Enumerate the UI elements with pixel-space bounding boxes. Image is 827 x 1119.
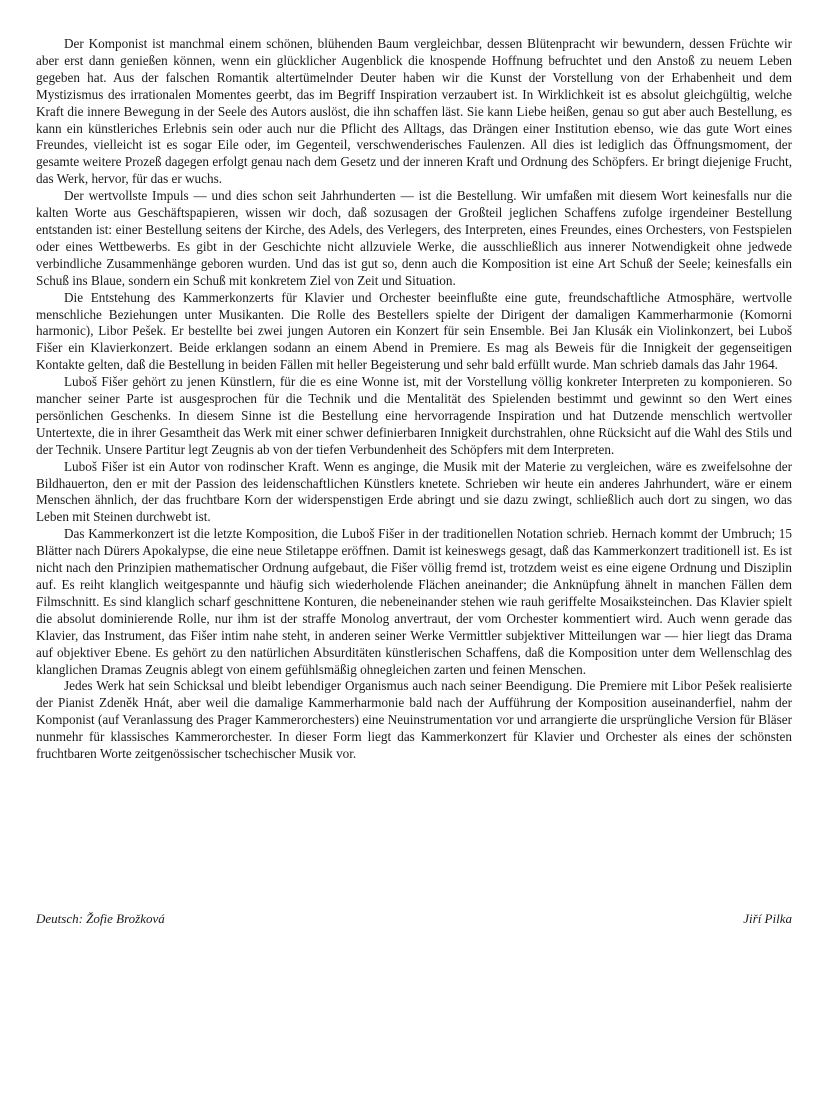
author-signature: Jiří Pilka (743, 911, 792, 926)
paragraph: Jedes Werk hat sein Schicksal und bleibt lebendiger Organismus auch nach seiner Beendigung. Die Premiere mit Libor Pešek realisierte der Pianist Zdeněk Hnát, aber weil die damalige Kammerharmonie bald nach der Aufführung der Komposition auseinanderfiel, nahm der Komponist (auf Veranlassung des Prager Kammerorchesters) eine Neuinstrumentation vor und arrangierte die ursprüngliche Version für Bläser nunmehr für klassisches Kammerorchester. In dieser Form liegt das Kammerkonzert für Klavier und Orchester als eines der schönsten fruchtbaren Worte zeitgenössischer tschechischer Musik vor. (36, 678, 792, 762)
paragraph: Luboš Fišer gehört zu jenen Künstlern, für die es eine Wonne ist, mit der Vorstellung völlig konkreter Interpreten zu komponieren. So mancher seiner Parte ist ausgesprochen für die Technik und die Mentalität des Spielenden bestimmt und gewinnt so den Wert eines persönlichen Geschenks. In diesem Sinne ist die Bestellung eine hervorragende Inspiration und hat Dutzende menschlich wertvoller Untertexte, die in ihrer Gesamtheit das Werk mit einer schwer definierbaren Innigkeit durchstrahlen, ohne Rücksicht auf die Wahl des Stils und der Technik. Unsere Partitur legt Zeugnis ab von der tiefen Verbundenheit des Schöpfers mit dem Interpreten. (36, 374, 792, 457)
paragraph: Das Kammerkonzert ist die letzte Komposition, die Luboš Fišer in der traditionellen Notation schrieb. Hernach kommt der Umbruch; 15 Blätter nach Dürers Apokalypse, die eine neue Stiletappe eröffnen. Damit ist keineswegs gesagt, daß das Kammerkonzert traditionell ist. Es ist nicht nach den Prinzipien mathematischer Ordnung aufgebaut, die Fišer völlig fremd ist, trotzdem weist es eine eigene Ordnung und Disziplin auf. Es reiht klanglich weitgespannte und häufig sich wiederholende Flächen aneinander; die Anknüpfung ähnelt in manchen Fällen dem Filmschnitt. Es sind klanglich scharf geschnittene Konturen, die nebeneinander stehen wie rauh geriffelte Mosaiksteinchen. Das Klavier spielt die absolut dominierende Rolle, nur ihm ist der straffe Monolog anvertraut, der vom Orchester kommentiert wird. Auch wenn gerade das Klavier, das Instrument, das Fišer intim nahe steht, in anderen seiner Werke Vermittler subjektiver Mitteilungen war — hier liegt das Drama auf objektiver Ebene. Es gehört zu den natürlichen Absurditäten künstlerischen Schaffens, daß die Komposition unter dem Wellenschlag des klanglichen Dramas Zeugnis ablegt von einem gefühlsmäßig ohnegleichen zarten und feinen Menschen. (36, 526, 792, 677)
footer (36, 911, 792, 927)
article-body (36, 36, 792, 763)
paragraph: Der Komponist ist manchmal einem schönen, blühenden Baum vergleichbar, dessen Blütenpracht wir bewundern, dessen Früchte wir aber erst dann genießen können, wenn ein glücklicher Augenblick die knospende Hoffnung befruchtet und den Anstoß zu neuem Leben gegeben hat. Aus der falschen Romantik altertümelnder Deuter haben wir die Kunst der Vorstellung von der Erhabenheit und dem Mystizismus des irrationalen Momentes geerbt, das im Begriff Inspiration verzaubert ist. In Wirklichkeit ist es absolut gleichgültig, welche Kraft die innere Bewegung in der Seele des Autors auslöst, die ihn schaffen läst. Sie kann Liebe heißen, genau so gut aber auch Bestellung, es kann ein künstleriches Erlebnis sein oder auch nur die Pflicht des Alltags, das Drängen einer Institution ebenso, wie das gute Wort eines Freundes, vielleicht ist es sogar Eile oder, im Gegenteil, verschwenderisches Faulenzen. All dies ist lediglich das Öffnungsmoment, der gesamte weitere Prozeß dagegen erfolgt genau nach dem Gesetz und der inneren Kraft und Ordnung des Schöpfers. Er bringt diejenige Frucht, das Werk, hervor, für das er wuchs. (36, 36, 792, 187)
paragraph: Der wertvollste Impuls — und dies schon seit Jahrhunderten — ist die Bestellung. Wir umfaßen mit diesem Wort keinesfalls nur die kalten Worte aus Geschäftspapieren, wissen wir doch, daß sozusagen der Großteil jeglichen Schaffens zufolge irgendeiner Bestellung entstanden ist: einer Bestellung seitens der Kirche, des Adels, des Verlegers, des Interpreten, eines Freundes, eines Orchesters, von Festspielen oder eines Wettbewerbs. Es gibt in der Geschichte nicht allzuviele Werke, die ausschließlich aus innerer Notwendigkeit ohne jedwede verbindliche Zusammenhänge geboren wurden. Und das ist gut so, denn auch die Komposition ist eine Art Schuß der Seele; keinesfalls ein Schuß ins Blaue, sondern ein Schuß mit konkretem Ziel von Zeit und Situation. (36, 188, 792, 288)
paragraph: Die Entstehung des Kammerkonzerts für Klavier und Orchester beeinflußte eine gute, freundschaftliche Atmosphäre, wertvolle menschliche Beziehungen unter Musikanten. Die Rolle des Bestellers spielte der Dirigent der damaligen Kammerharmonie (Komorni harmonic), Libor Pešek. Er bestellte bei zwei jungen Autoren ein Konzert für sein Ensemble. Bei Jan Klusák ein Violinkonzert, bei Luboš Fišer ein Klavierkonzert. Beide erklangen sodann an einem Abend in Premiere. Es mag als Beweis für die Innigkeit der gegenseitigen Kontakte gelten, daß die Bestellung in beiden Fällen mit heller Begeisterung und sehr bald erfüllt wurde. Man schrieb damals das Jahr 1964. (36, 289, 792, 373)
translator-credit: Deutsch: Žofie Brožková (36, 911, 165, 926)
paragraph: Luboš Fišer ist ein Autor von rodinscher Kraft. Wenn es anginge, die Musik mit der Materie zu vergleichen, wäre es zweifelsohne der Bildhauerton, den er mit der Passion des leidenschaftlichen Künstlers knetete. Schrieben wir heute ein anderes Jahrhundert, wäre er einem Menschen ähnlich, der das fruchtbare Korn der widerspenstigen Erde abringt und sie dazu zwingt, schließlich auch dort zu singen, wo das Leben mit Steinen durchwebt ist. (36, 458, 792, 525)
